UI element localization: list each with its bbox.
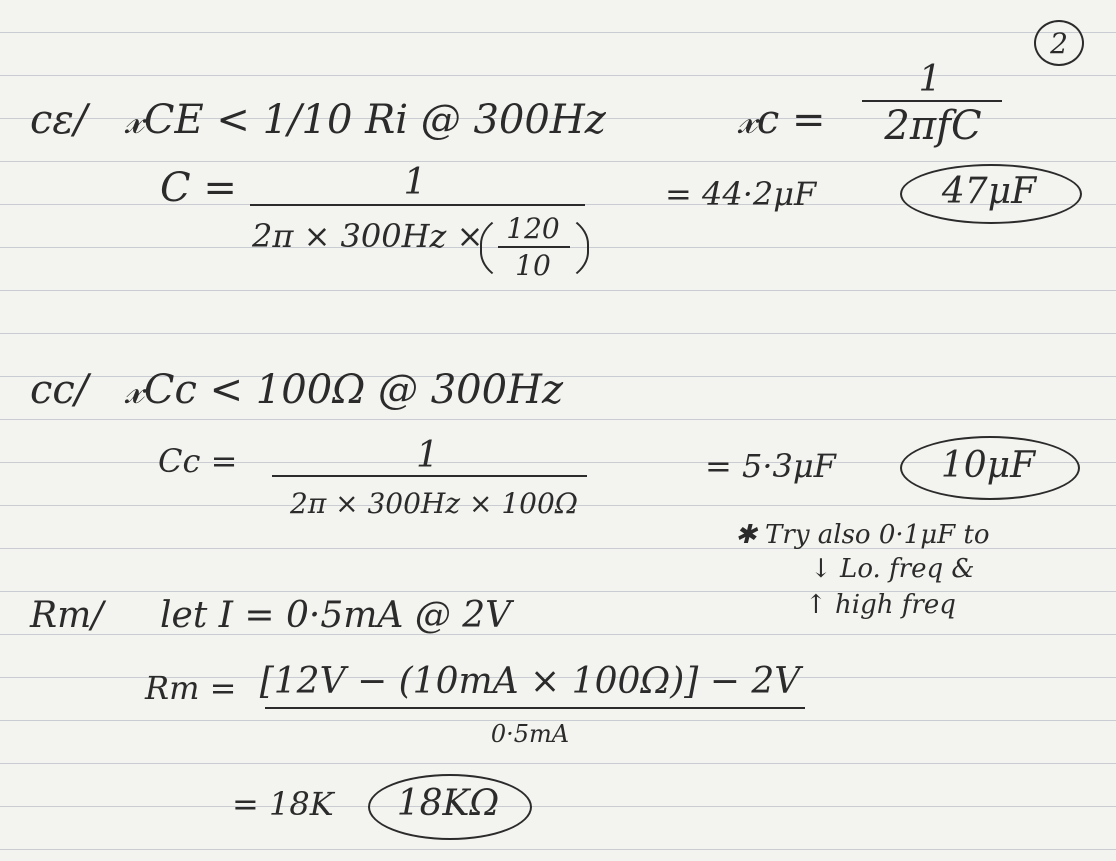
paren-fraction-bar [498,246,570,248]
rm-denominator: 0·5mA [490,720,570,748]
c-fraction-bar [250,204,585,206]
rm-lhs: Rm = [145,669,237,707]
rm-result: = 18K [232,785,334,823]
cc-denominator: 2π × 300Hz × 100Ω [290,487,579,520]
c-lhs: C = [160,165,237,211]
cc-fraction-bar [272,475,587,477]
c-numerator: 1 [403,162,427,203]
rm-condition: let I = 0·5mA @ 2V [160,595,512,636]
cc-condition: 𝓍Cc < 100Ω @ 300Hz [125,367,564,413]
c-denominator: 2π × 300Hz × [252,217,484,255]
cc-label: cc/ [30,367,89,413]
ce-condition: 𝓍CE < 1/10 Ri @ 300Hz [125,97,606,143]
cc-result: = 5·3μF [705,447,836,485]
ce-chosen-value: 47μF [941,171,1037,212]
rm-chosen-value: 18KΩ [396,783,500,824]
ce-result: = 44·2μF [665,175,817,213]
note-line-2: ↓ Lo. freq & [810,554,975,584]
xc-formula-fraction-bar [862,100,1002,102]
rm-numerator: [12V − (10mA × 100Ω)] − 2V [259,661,801,702]
note-line-3: ↑ high freq [805,590,956,620]
xc-formula-numerator: 1 [918,59,942,100]
rm-fraction-bar [265,707,805,709]
paren-denominator: 10 [515,249,551,282]
page-number: 2 [1034,20,1084,66]
rm-label: Rm/ [30,595,104,636]
xc-formula-denominator: 2πfC [884,103,982,149]
cc-lhs: Cc = [158,442,238,480]
ce-label: cε/ [30,97,88,143]
cc-numerator: 1 [416,435,439,476]
xc-formula-lhs: 𝓍c = [738,97,826,143]
paren-numerator: 120 [506,212,560,245]
note-line-1: ✱ Try also 0·1μF to [735,520,990,550]
cc-chosen-value: 10μF [940,445,1036,486]
